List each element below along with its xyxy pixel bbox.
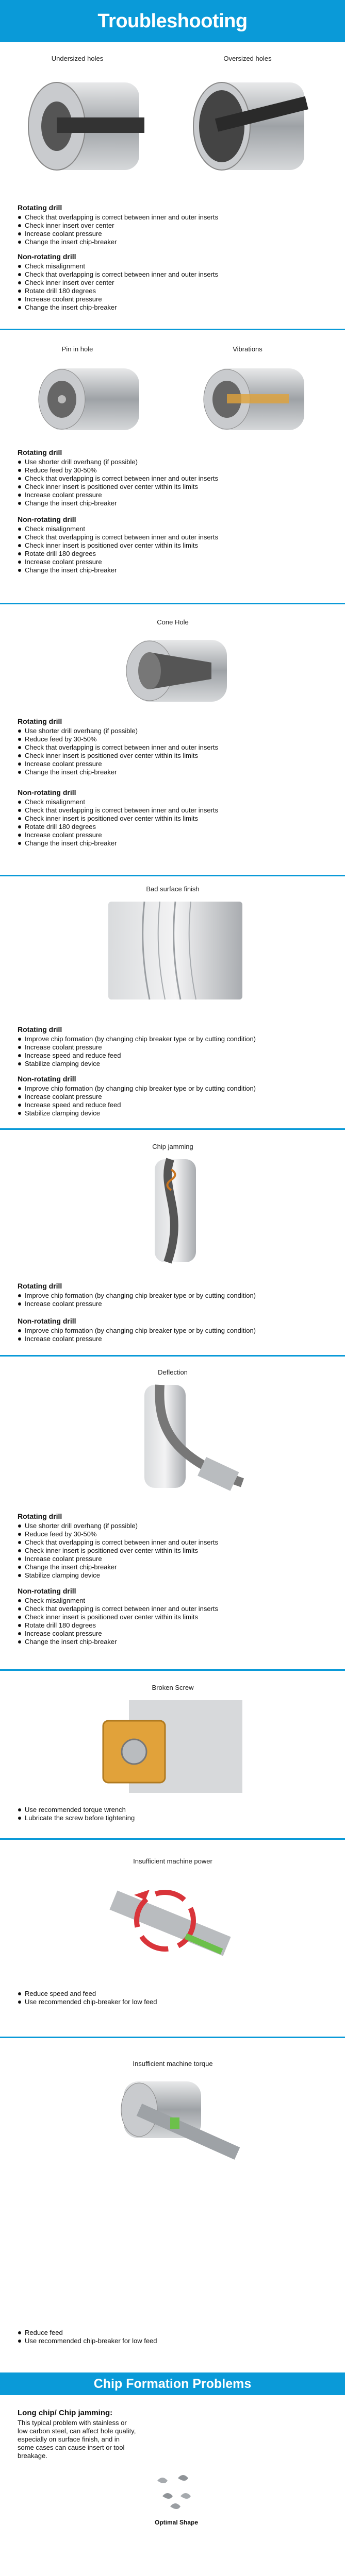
- list-item: Use shorter drill overhang (if possible): [18, 1522, 327, 1530]
- list-item: Rotate drill 180 degrees: [18, 550, 327, 558]
- caption-broken-screw: Broken Screw: [152, 1684, 194, 1691]
- list-item: Check inner insert over center: [18, 279, 327, 287]
- list-item: Lubricate the screw before tightening: [18, 1814, 327, 1822]
- list-item: Increase coolant pressure: [18, 831, 327, 839]
- list-item: Increase coolant pressure: [18, 1335, 327, 1343]
- list-item: Use shorter drill overhang (if possible): [18, 458, 327, 466]
- caption-oversized-holes: Oversized holes: [223, 55, 272, 62]
- group-heading: Rotating drill: [18, 448, 62, 456]
- list-item: Check that overlapping is correct between inner and outer inserts: [18, 533, 327, 541]
- list-item: Increase speed and reduce feed: [18, 1052, 327, 1060]
- list-item: Check inner insert over center: [18, 222, 327, 230]
- group-heading: Rotating drill: [18, 717, 62, 725]
- section-divider: [0, 1355, 345, 1357]
- list-item: Check inner insert is positioned over center within its limits: [18, 752, 327, 760]
- chip-description: This typical problem with stainless or low carbon steel, can affect hole quality, especially on surface finish, and in some cases can cause insert or tool breakage.: [18, 2419, 136, 2460]
- caption-cone-hole: Cone Hole: [157, 618, 189, 626]
- list-item: Check that overlapping is correct between inner and outer inserts: [18, 806, 327, 815]
- list-item: Change the insert chip-breaker: [18, 768, 327, 776]
- list-item: Use recommended chip-breaker for low feed: [18, 2337, 327, 2345]
- cone-non-rotating-group: [18, 788, 327, 848]
- list-item: Stabilize clamping device: [18, 1109, 327, 1117]
- too-tight-chips-illustration: [248, 2571, 294, 2576]
- list-item: Use shorter drill overhang (if possible): [18, 727, 327, 735]
- list-item: Check misalignment: [18, 262, 327, 270]
- deflection-non-rotating-group: [18, 1587, 327, 1646]
- group-heading: Non-rotating drill: [18, 1587, 76, 1595]
- list-item: Increase coolant pressure: [18, 1630, 327, 1638]
- bad-surface-finish-illustration: [98, 896, 253, 1005]
- list-item: Improve chip formation (by changing chip breaker type or by cutting condition): [18, 1327, 327, 1335]
- caption-undersized-holes: Undersized holes: [51, 55, 104, 62]
- broken-screw-illustration: [98, 1695, 242, 1798]
- list-item: Reduce feed by 30-50%: [18, 735, 327, 743]
- section-divider: [0, 329, 345, 330]
- list-item: Use recommended torque wrench: [18, 1806, 327, 1814]
- list-item: Reduce speed and feed: [18, 1990, 327, 1998]
- chip-jamming-illustration: [139, 1154, 211, 1267]
- list-item: Reduce feed: [18, 2329, 327, 2337]
- list-item: Check that overlapping is correct between inner and outer inserts: [18, 213, 327, 222]
- list-item: Check inner insert is positioned over center within its limits: [18, 815, 327, 823]
- group-heading: Non-rotating drill: [18, 252, 76, 261]
- list-item: Increase speed and reduce feed: [18, 1101, 327, 1109]
- list-item: Check that overlapping is correct between inner and outer inserts: [18, 1538, 327, 1547]
- list-item: Check that overlapping is correct between inner and outer inserts: [18, 743, 327, 752]
- list-item: Check inner insert is positioned over center within its limits: [18, 1613, 327, 1621]
- torque-group: [18, 2329, 327, 2345]
- section-divider: [0, 1838, 345, 1840]
- group-heading: Non-rotating drill: [18, 1317, 76, 1325]
- chip-subtitle: Long chip/ Chip jamming:: [18, 2409, 113, 2417]
- list-item: Improve chip formation (by changing chip breaker type or by cutting condition): [18, 1035, 327, 1043]
- list-item: Rotate drill 180 degrees: [18, 1621, 327, 1630]
- surface-rotating-group: [18, 1025, 327, 1068]
- list-item: Change the insert chip-breaker: [18, 499, 327, 507]
- page-title: Troubleshooting: [0, 0, 345, 42]
- section-divider: [0, 1669, 345, 1671]
- caption-insufficient-machine-torque: Insufficient machine torque: [133, 2060, 213, 2067]
- pin-rotating-group: [18, 448, 327, 507]
- surface-non-rotating-group: [18, 1075, 327, 1117]
- caption-bad-surface-finish: Bad surface finish: [146, 885, 200, 893]
- chip-formation-title: Chip Formation Problems: [0, 2372, 345, 2395]
- list-item: Check misalignment: [18, 798, 327, 806]
- list-item: Reduce feed by 30-50%: [18, 466, 327, 474]
- list-item: Change the insert chip-breaker: [18, 303, 327, 312]
- optimal-shape-label: Optimal Shape: [155, 2519, 199, 2526]
- list-item: Reduce feed by 30-50%: [18, 1530, 327, 1538]
- pin-in-hole-illustration: [21, 358, 150, 440]
- group-heading: Rotating drill: [18, 1282, 62, 1290]
- list-item: Check inner insert is positioned over center within its limits: [18, 541, 327, 550]
- list-item: Increase coolant pressure: [18, 1043, 327, 1052]
- list-item: Increase coolant pressure: [18, 230, 327, 238]
- jamming-rotating-group: [18, 1282, 327, 1308]
- list-item: Check misalignment: [18, 525, 327, 533]
- list-item: Stabilize clamping device: [18, 1571, 327, 1580]
- list-item: Increase coolant pressure: [18, 491, 327, 499]
- list-item: Increase coolant pressure: [18, 760, 327, 768]
- deflection-illustration: [129, 1380, 253, 1493]
- list-item: Check that overlapping is correct between inner and outer inserts: [18, 270, 327, 279]
- list-item: Check inner insert is positioned over center within its limits: [18, 483, 327, 491]
- list-item: Rotate drill 180 degrees: [18, 823, 327, 831]
- section-divider: [0, 603, 345, 604]
- group-heading: Rotating drill: [18, 204, 62, 212]
- caption-deflection: Deflection: [158, 1368, 188, 1376]
- deflection-rotating-group: [18, 1512, 327, 1580]
- list-item: Improve chip formation (by changing chip breaker type or by cutting condition): [18, 1292, 327, 1300]
- list-item: Increase coolant pressure: [18, 1555, 327, 1563]
- list-item: Change the insert chip-breaker: [18, 1563, 327, 1571]
- jamming-non-rotating-group: [18, 1317, 327, 1343]
- machine-torque-illustration: [108, 2071, 242, 2169]
- group-heading: Non-rotating drill: [18, 515, 76, 523]
- list-item: Stabilize clamping device: [18, 1060, 327, 1068]
- power-group: [18, 1990, 327, 2006]
- group-heading: Rotating drill: [18, 1025, 62, 1033]
- list-item: Increase coolant pressure: [18, 1300, 327, 1308]
- section-divider: [0, 875, 345, 876]
- caption-chip-jamming: Chip jamming: [152, 1143, 193, 1150]
- screw-group: [18, 1806, 327, 1822]
- undersized-hole-illustration: [21, 67, 150, 185]
- group-heading: Rotating drill: [18, 1512, 62, 1520]
- cone-rotating-group: [18, 717, 327, 776]
- oversized-hole-illustration: [186, 67, 315, 185]
- caption-insufficient-machine-power: Insufficient machine power: [133, 1857, 212, 1865]
- undersized-non-rotating-group: [18, 252, 327, 312]
- group-heading: Non-rotating drill: [18, 1075, 76, 1083]
- list-item: Rotate drill 180 degrees: [18, 287, 327, 295]
- optimal-chips-illustration: [147, 2470, 199, 2517]
- list-item: Use recommended chip-breaker for low feed: [18, 1998, 327, 2006]
- list-item: Improve chip formation (by changing chip breaker type or by cutting condition): [18, 1084, 327, 1093]
- section-divider: [0, 2037, 345, 2038]
- group-heading: Non-rotating drill: [18, 788, 76, 796]
- list-item: Check that overlapping is correct between inner and outer inserts: [18, 474, 327, 483]
- undersized-rotating-group: [18, 204, 327, 246]
- machine-power-illustration: [103, 1869, 237, 1977]
- list-item: Increase coolant pressure: [18, 558, 327, 566]
- list-item: Increase coolant pressure: [18, 1093, 327, 1101]
- list-item: Change the insert chip-breaker: [18, 1638, 327, 1646]
- list-item: Change the insert chip-breaker: [18, 839, 327, 848]
- list-item: Change the insert chip-breaker: [18, 566, 327, 574]
- caption-pin-in-hole: Pin in hole: [61, 345, 93, 353]
- caption-vibrations: Vibrations: [233, 345, 262, 353]
- too-long-chips-illustration: [15, 2571, 62, 2576]
- list-item: Change the insert chip-breaker: [18, 238, 327, 246]
- list-item: Check inner insert is positioned over center within its limits: [18, 1547, 327, 1555]
- vibrations-illustration: [186, 358, 315, 440]
- list-item: Increase coolant pressure: [18, 295, 327, 303]
- cone-hole-illustration: [108, 630, 237, 712]
- section-divider: [0, 1128, 345, 1130]
- list-item: Check misalignment: [18, 1597, 327, 1605]
- list-item: Check that overlapping is correct between inner and outer inserts: [18, 1605, 327, 1613]
- pin-non-rotating-group: [18, 515, 327, 574]
